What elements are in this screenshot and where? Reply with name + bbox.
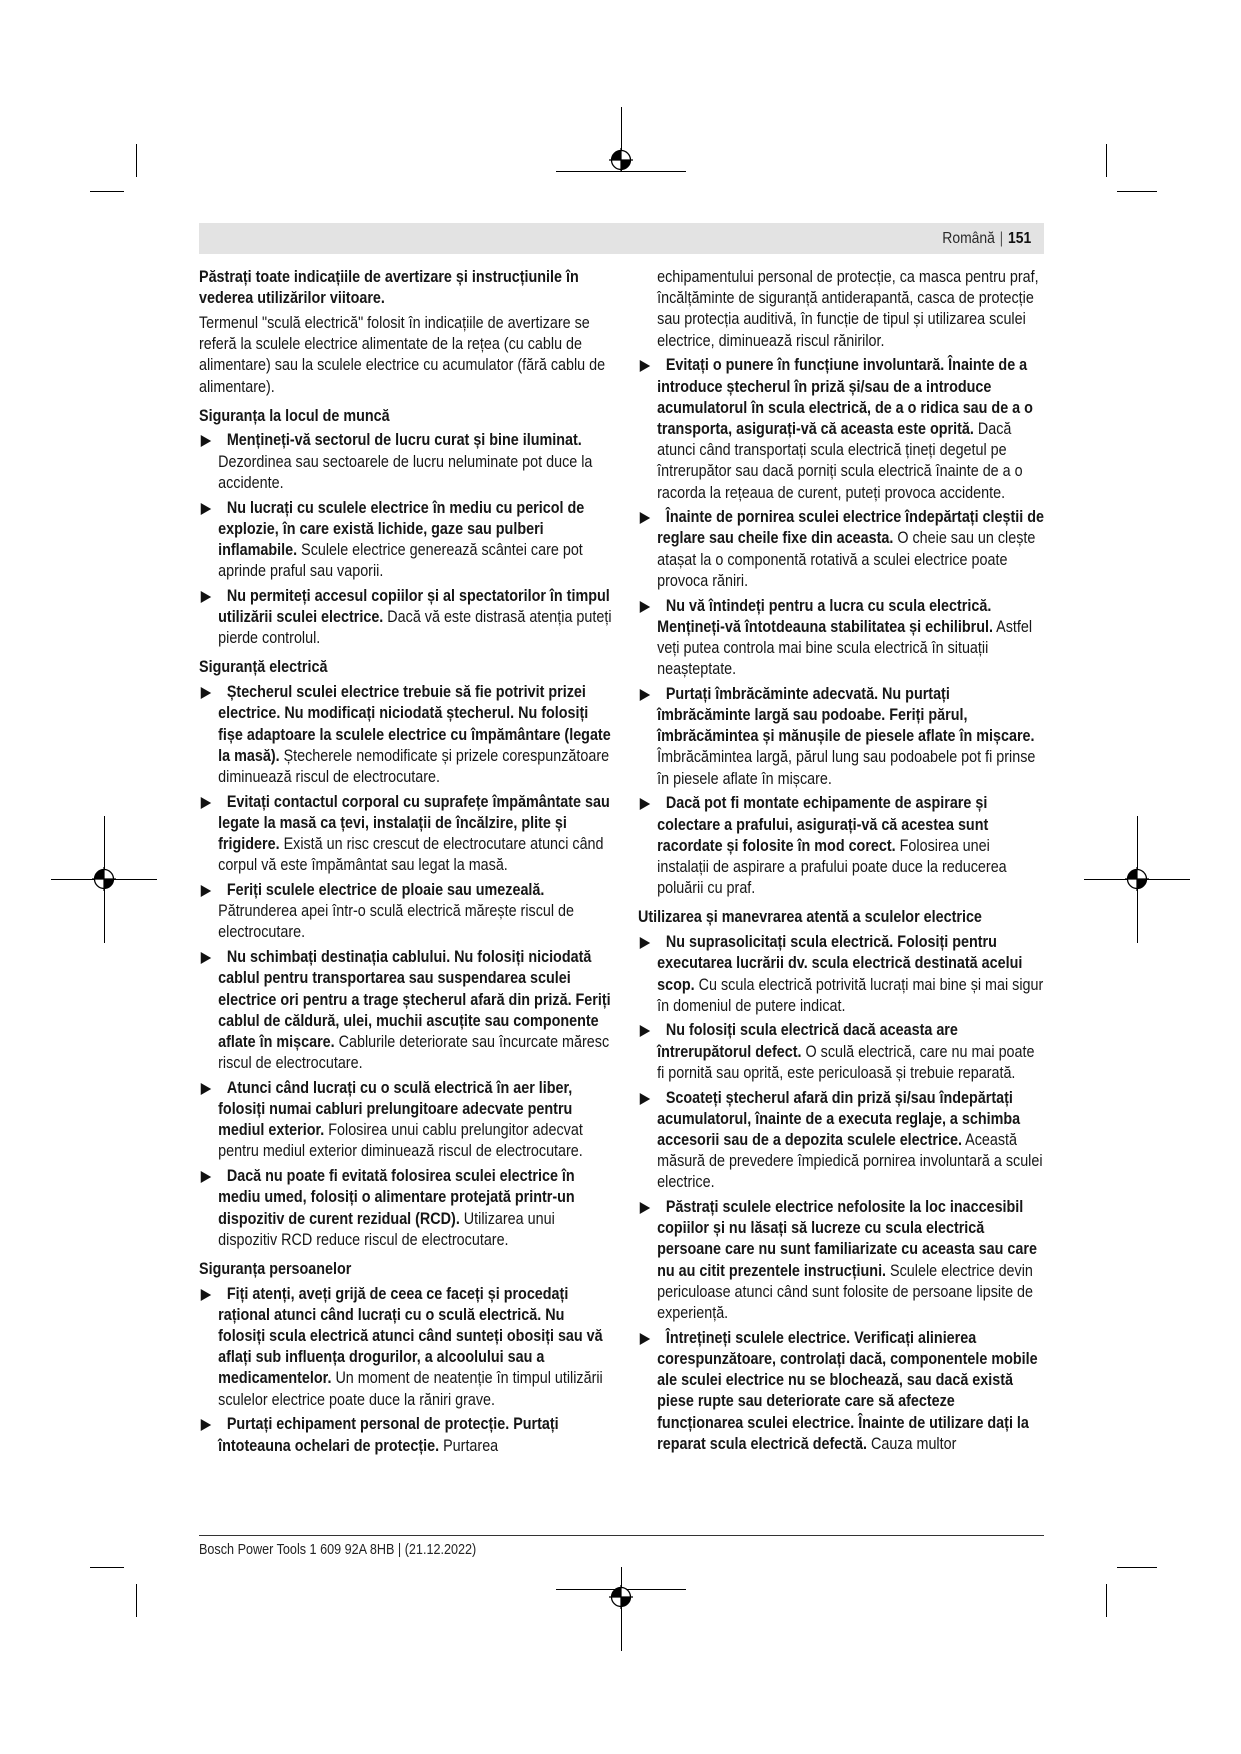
bullet-arrow-icon bbox=[640, 512, 650, 524]
item-explanation: Purtarea bbox=[443, 1436, 499, 1455]
bullet-arrow-icon bbox=[201, 687, 211, 699]
bullet-arrow-icon bbox=[201, 1419, 211, 1431]
crop-mark bbox=[136, 144, 137, 177]
footer-divider bbox=[199, 1535, 1044, 1536]
right-column bbox=[638, 267, 1044, 1458]
bullet-arrow-icon bbox=[640, 601, 650, 613]
registration-target-icon bbox=[92, 867, 116, 891]
crop-mark bbox=[1117, 191, 1157, 192]
list-item bbox=[638, 1328, 1044, 1455]
item-instruction: Purtați echipament personal de protecție. Purtați întoteauna ochelari de protecție. bbox=[218, 1415, 559, 1455]
bullet-arrow-icon bbox=[201, 797, 211, 809]
registration-line bbox=[621, 1567, 622, 1651]
bullet-arrow-icon bbox=[201, 1289, 211, 1301]
registration-target-icon bbox=[1125, 867, 1149, 891]
item-explanation: Îmbrăcămintea largă, părul lung sau podoabele pot fi prinse în piesele aflate în mișcare. bbox=[657, 748, 1036, 788]
list-item bbox=[199, 586, 612, 650]
list-item bbox=[638, 932, 1044, 1017]
crop-mark bbox=[136, 1584, 137, 1617]
bullet-arrow-icon bbox=[201, 885, 211, 897]
item-instruction: Atunci când lucrați cu o sculă electrică în aer liber, folosiți numai cabluri prelungitoare adecvate pentru mediul exterior. bbox=[218, 1078, 573, 1140]
bullet-arrow-icon bbox=[201, 591, 211, 603]
item-instruction: Nu lucrați cu sculele electrice în mediu cu pericol de explozie, în care există lichide, gaze sau pulberi inflamabile. bbox=[218, 498, 585, 559]
item-instruction: Feriți sculele electrice de ploaie sau umezeală. bbox=[226, 880, 545, 899]
registration-target-icon bbox=[609, 148, 633, 172]
list-item bbox=[638, 1197, 1044, 1324]
item-explanation: Folosirea unui cablu prelungitor adecvat pentru mediul exterior diminuează riscul de electrocutare. bbox=[218, 1121, 583, 1161]
registration-target-icon bbox=[609, 1585, 633, 1609]
list-item bbox=[638, 507, 1044, 592]
item-explanation: Utilizarea unui dispozitiv RCD reduce riscul de electrocutare. bbox=[218, 1209, 555, 1249]
bullet-arrow-icon bbox=[640, 1093, 650, 1105]
bullet-arrow-icon bbox=[201, 952, 211, 964]
list-item bbox=[199, 1078, 612, 1163]
warning-note: Păstrați toate indicațiile de avertizare și instrucțiunile în vederea utilizărilor viitoare. bbox=[199, 268, 579, 308]
item-instruction: Purtați îmbrăcăminte adecvată. Nu purtați îmbrăcăminte largă sau podoabe. Feriți părul, îmbrăcămintea și mănușile de piesele aflate în mișcare. bbox=[657, 684, 1035, 746]
bullet-arrow-icon bbox=[201, 503, 211, 515]
left-column bbox=[199, 267, 612, 1460]
item-explanation: Sculele electrice generează scântei care pot aprinde praful sau vaporii. bbox=[218, 540, 583, 581]
item-instruction: Întrețineți sculele electrice. Verificați alinierea corespunzătoare, controlați dacă, componentele mobile ale sculei electrice nu se blochează, sau dacă există piese rupte sau deteriorate care să afecteze funcționarea sculei electrice. Înainte de utilizare dați la reparat scula electrică defectă. bbox=[657, 1328, 1038, 1453]
list-item bbox=[199, 1284, 612, 1411]
item-explanation: Această măsură de prevedere împiedică pornirea involuntară a sculei electrice. bbox=[657, 1130, 1043, 1192]
item-instruction: Nu schimbați destinația cablului. Nu folosiți niciodată cablul pentru transportarea sau suspendarea sculei electrice ori pentru a trage ștecherul afară din priză. Feriți cablul de căldură, ulei, muchii ascuțite sau componente aflate în mișcare. bbox=[218, 948, 611, 1051]
list-item bbox=[638, 793, 1044, 899]
bullet-arrow-icon bbox=[640, 1333, 650, 1345]
crop-mark bbox=[1106, 1584, 1107, 1617]
item-instruction: Dacă nu poate fi evitată folosirea sculei electrice în mediu umed, folosiți o alimentare protejată printr-un dispozitiv de curent rezidual (RCD). bbox=[218, 1167, 575, 1228]
item-explanation: Astfel veți putea controla mai bine scula electrică în situații neașteptate. bbox=[657, 617, 1033, 679]
item-explanation-continued: echipamentului personal de protecție, ca masca pentru praf, încălțăminte de siguranță antiderapantă, casca de protecție sau protecția auditivă, în funcție de tipul și utilizarea sculei electrice, diminuează riscul rănirilor. bbox=[657, 268, 1039, 350]
header-separator: | bbox=[999, 230, 1004, 247]
list-item bbox=[638, 684, 1044, 790]
page-footer: Bosch Power Tools 1 609 92A 8HB | (21.12.2022) bbox=[199, 1542, 477, 1558]
bullet-arrow-icon bbox=[640, 937, 650, 949]
list-item bbox=[199, 1166, 612, 1251]
section-heading: Siguranță electrică bbox=[199, 658, 328, 677]
section-heading: Siguranța la locul de muncă bbox=[199, 406, 390, 425]
crop-mark bbox=[1117, 1567, 1157, 1568]
item-instruction: Nu permiteți accesul copiilor și al spectatorilor în timpul utilizării sculei electrice. bbox=[218, 586, 610, 627]
item-instruction: Nu folosiți scula electrică dacă aceasta are întrerupătorul defect. bbox=[657, 1021, 958, 1061]
page-header-label bbox=[942, 223, 1031, 254]
list-item bbox=[638, 1020, 1044, 1084]
crop-mark bbox=[1106, 144, 1107, 177]
item-instruction: Nu vă întindeți pentru a lucra cu scula electrică. Mențineți-vă întotdeauna stabilitatea și echilibrul. bbox=[657, 596, 993, 636]
item-instruction: Nu suprasolicitați scula electrică. Folosiți pentru executarea lucrării dv. scula electrică destinată acelui scop. bbox=[657, 933, 1023, 994]
item-instruction: Mențineți-vă sectorul de lucru curat și bine iluminat. bbox=[226, 431, 582, 450]
bullet-arrow-icon bbox=[201, 1083, 211, 1095]
crop-mark bbox=[90, 1567, 124, 1568]
item-explanation: Sculele electrice devin periculoase atunci când sunt folosite de persoane lipsite de experiență. bbox=[657, 1261, 1034, 1323]
item-instruction: Dacă pot fi montate echipamente de aspirare și colectare a prafului, asigurați-vă că acestea sunt racordate și folosite în mod corect. bbox=[657, 794, 989, 855]
bullet-arrow-icon bbox=[640, 1025, 650, 1037]
item-instruction: Evitați o punere în funcțiune involuntară. Înainte de a introduce ștecherul în priză și/sau de a introduce acumulatorul în scula electrică, de a o ridica sau de a o transporta, asigurați-vă că aceasta este oprită. bbox=[657, 356, 1033, 438]
item-explanation: Cablurile deteriorate sau încurcate măresc riscul de electrocutare. bbox=[218, 1032, 610, 1073]
header-language: Română bbox=[942, 230, 995, 247]
list-item bbox=[199, 880, 612, 944]
list-item bbox=[638, 596, 1044, 681]
item-instruction: Evitați contactul corporal cu suprafețe împământate sau legate la masă ca țevi, instalații de încălzire, plite și frigidere. bbox=[218, 792, 610, 854]
crop-mark bbox=[90, 191, 124, 192]
bullet-arrow-icon bbox=[640, 360, 650, 372]
list-item bbox=[199, 947, 612, 1074]
bullet-arrow-icon bbox=[640, 689, 650, 701]
item-instruction: Păstrați sculele electrice nefolosite la loc inaccesibil copiilor și nu lăsați să lucreze cu scula electrică persoane care nu sunt familiarizate cu aceasta sau care nu au citit prezentele instrucțiuni. bbox=[657, 1198, 1037, 1280]
item-explanation: Pătrunderea apei într-o sculă electrică mărește riscul de electrocutare. bbox=[218, 902, 574, 942]
item-explanation: Cauza multor bbox=[870, 1434, 957, 1453]
list-item bbox=[199, 682, 612, 788]
section-heading: Siguranța persoanelor bbox=[199, 1259, 352, 1278]
item-explanation: O sculă electrică, care nu mai poate fi pornită sau oprită, este periculoasă și trebuie reparată. bbox=[657, 1042, 1035, 1082]
item-explanation: Există un risc crescut de electrocutare atunci când corpul vă este împământat sau legat la masă. bbox=[218, 835, 604, 875]
item-instruction: Înainte de pornirea sculei electrice îndepărtați cleștii de reglare sau cheile fixe din aceasta. bbox=[657, 508, 1044, 548]
bullet-arrow-icon bbox=[640, 798, 650, 810]
bullet-arrow-icon bbox=[640, 1202, 650, 1214]
item-explanation: Dacă vă este distrasă atenția puteți pierde controlul. bbox=[218, 608, 612, 648]
item-explanation: Cu scula electrică potrivită lucrați mai bine și mai sigur în domeniul de putere indicat. bbox=[657, 975, 1044, 1015]
bullet-arrow-icon bbox=[201, 1171, 211, 1183]
list-item bbox=[199, 1414, 612, 1456]
item-instruction: Ștecherul sculei electrice trebuie să fie potrivit prizei electrice. Nu modificați niciodată ștecherul. Nu folosiți fișe adaptoare la sculele electrice cu împământare (legate la masă). bbox=[218, 683, 611, 765]
definition-paragraph: Termenul "sculă electrică" folosit în indicațiile de avertizare se referă la sculele electrice alimentate de la rețea (cu cablu de alimentare) sau la sculele electrice cu acumulator (fără cablu de alimentare). bbox=[199, 313, 606, 396]
list-item bbox=[638, 355, 1044, 503]
item-explanation: Dezordinea sau sectoarele de lucru neluminate pot duce la accidente. bbox=[218, 452, 593, 492]
item-explanation: Dacă atunci când transportați scula electrică țineți degetul pe întrerupător sau dacă porniți scula electrică înainte de a o racorda la rețeaua de curent, puteți provoca accidente. bbox=[657, 419, 1023, 502]
bullet-arrow-icon bbox=[201, 435, 211, 447]
list-item bbox=[199, 430, 612, 494]
page-header bbox=[199, 223, 1044, 254]
item-explanation: Ștecherele nemodificate și prizele corespunzătoare diminuează riscul de electrocutare. bbox=[218, 746, 610, 786]
section-heading: Utilizarea și manevrarea atentă a sculelor electrice bbox=[638, 908, 982, 927]
item-explanation: O cheie sau un clește atașat la o componentă rotativă a sculei electrice poate provoca răniri. bbox=[657, 529, 1036, 590]
item-explanation: Un moment de neatenție în timpul utilizării sculelor electrice poate duce la răniri grave. bbox=[218, 1369, 603, 1409]
list-item bbox=[638, 1088, 1044, 1194]
list-item bbox=[199, 792, 612, 877]
item-instruction: Scoateți ștecherul afară din priză și/sau îndepărtați acumulatorul, înainte de a executa reglaje, a schimba accesorii sau de a depozita sculele electrice. bbox=[657, 1088, 1021, 1149]
item-instruction: Fiți atenți, aveți grijă de ceea ce faceți și procedați rațional atunci când lucrați cu o sculă electrică. Nu folosiți scula electrică atunci când sunteți obosiți sau vă aflați sub influența drogurilor, a alcoolului sau a medicamentelor. bbox=[218, 1284, 603, 1388]
list-item bbox=[199, 498, 612, 583]
item-explanation: Folosirea unei instalații de aspirare a prafului poate duce la reducerea poluării cu praf. bbox=[657, 836, 1007, 898]
page-number: 151 bbox=[1007, 230, 1031, 247]
